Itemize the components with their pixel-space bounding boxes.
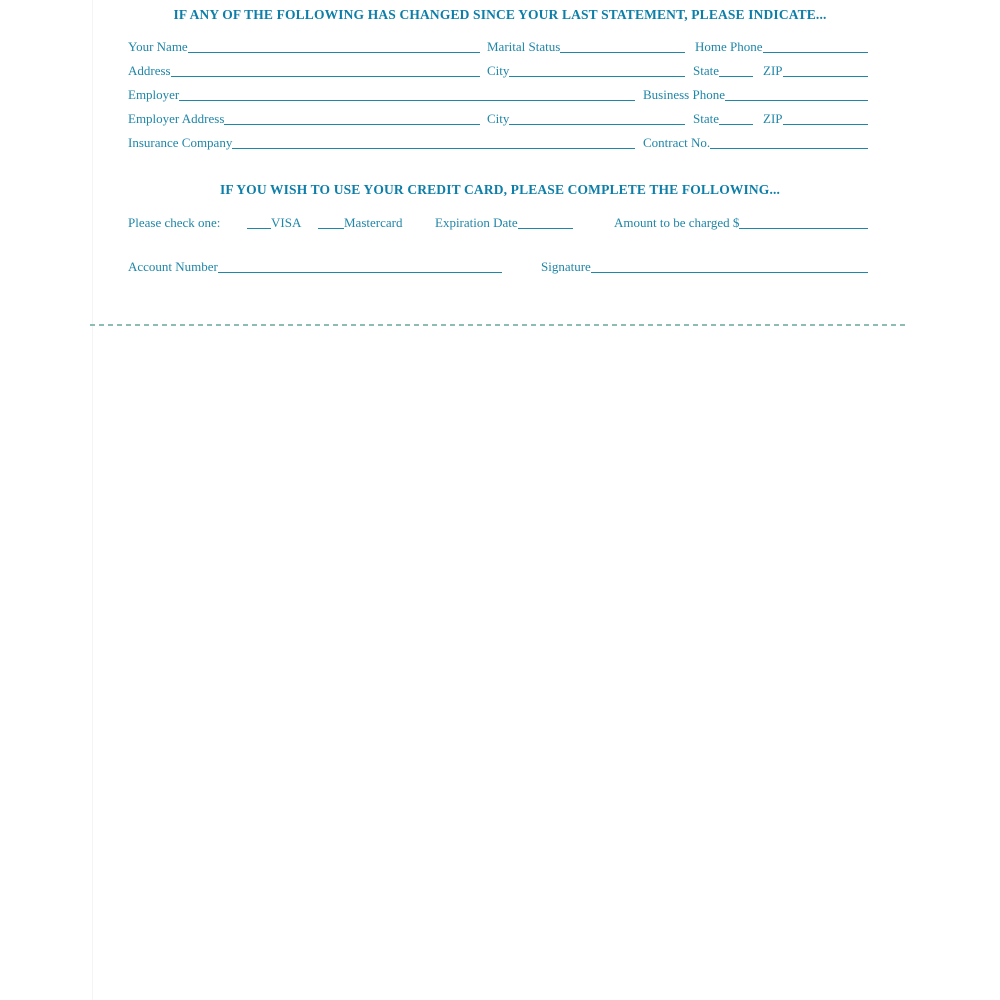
expiration-date-blank-line — [518, 227, 573, 229]
field-state — [693, 62, 753, 78]
employer-city-blank-line — [509, 123, 685, 125]
field-employer-address — [128, 110, 480, 126]
marital-status-blank-line — [560, 51, 685, 53]
field-marital-status — [487, 38, 685, 54]
home-phone-blank-line — [763, 51, 868, 53]
field-your-name — [128, 38, 480, 54]
field-employer-state — [693, 110, 753, 126]
your-name-label: Your Name — [128, 39, 188, 54]
field-zip — [763, 62, 868, 78]
field-insurance-company — [128, 134, 635, 150]
signature-blank-line — [591, 271, 868, 273]
account-number-label: Account Number — [128, 259, 218, 274]
visa-label: VISA — [271, 215, 302, 230]
visa-check-blank-line — [247, 227, 271, 229]
account-number-blank-line — [218, 271, 502, 273]
employer-city-label: City — [487, 111, 510, 126]
field-amount-charged — [614, 214, 868, 230]
city-label: City — [487, 63, 510, 78]
signature-label: Signature — [541, 259, 591, 274]
field-home-phone — [695, 38, 868, 54]
field-contract-no — [643, 134, 868, 150]
field-address — [128, 62, 480, 78]
please-check-one-label: Please check one: — [128, 215, 221, 230]
contract-no-blank-line — [710, 147, 868, 149]
city-blank-line — [509, 75, 685, 77]
zip-blank-line — [783, 75, 869, 77]
employer-state-blank-line — [719, 123, 753, 125]
perforation-dashed-line — [90, 324, 907, 326]
employer-zip-label: ZIP — [763, 111, 783, 126]
field-signature — [541, 258, 868, 274]
field-employer-zip — [763, 110, 868, 126]
address-blank-line — [171, 75, 480, 77]
employer-address-blank-line — [224, 123, 480, 125]
amount-charged-blank-line — [739, 227, 868, 229]
field-business-phone — [643, 86, 868, 102]
field-city — [487, 62, 685, 78]
business-phone-blank-line — [725, 99, 868, 101]
your-name-blank-line — [188, 51, 480, 53]
field-employer — [128, 86, 635, 102]
address-label: Address — [128, 63, 171, 78]
insurance-company-label: Insurance Company — [128, 135, 233, 150]
employer-state-label: State — [693, 111, 719, 126]
update-section-heading: IF ANY OF THE FOLLOWING HAS CHANGED SINCE YOUR LAST STATEMENT, PLEASE INDICATE... — [173, 7, 827, 22]
mastercard-label: Mastercard — [344, 215, 403, 230]
field-account-number — [128, 258, 502, 274]
marital-status-label: Marital Status — [487, 39, 561, 54]
contract-no-label: Contract No. — [643, 135, 711, 150]
please-check-one — [128, 214, 220, 230]
home-phone-label: Home Phone — [695, 39, 763, 54]
business-phone-label: Business Phone — [643, 87, 725, 102]
field-visa-checkbox — [247, 214, 301, 230]
employer-zip-blank-line — [783, 123, 869, 125]
insurance-company-blank-line — [232, 147, 635, 149]
state-blank-line — [719, 75, 753, 77]
field-mastercard-checkbox — [318, 214, 402, 230]
credit-card-section-heading: IF YOU WISH TO USE YOUR CREDIT CARD, PLEASE COMPLETE THE FOLLOWING... — [219, 182, 781, 197]
employer-address-label: Employer Address — [128, 111, 225, 126]
paper-left-edge — [92, 0, 93, 1000]
employer-label: Employer — [128, 87, 180, 102]
field-employer-city — [487, 110, 685, 126]
zip-label: ZIP — [763, 63, 783, 78]
mastercard-check-blank-line — [318, 227, 344, 229]
employer-blank-line — [179, 99, 635, 101]
amount-charged-label: Amount to be charged $ — [614, 215, 740, 230]
expiration-date-label: Expiration Date — [435, 215, 518, 230]
state-label: State — [693, 63, 719, 78]
field-expiration-date — [435, 214, 573, 230]
